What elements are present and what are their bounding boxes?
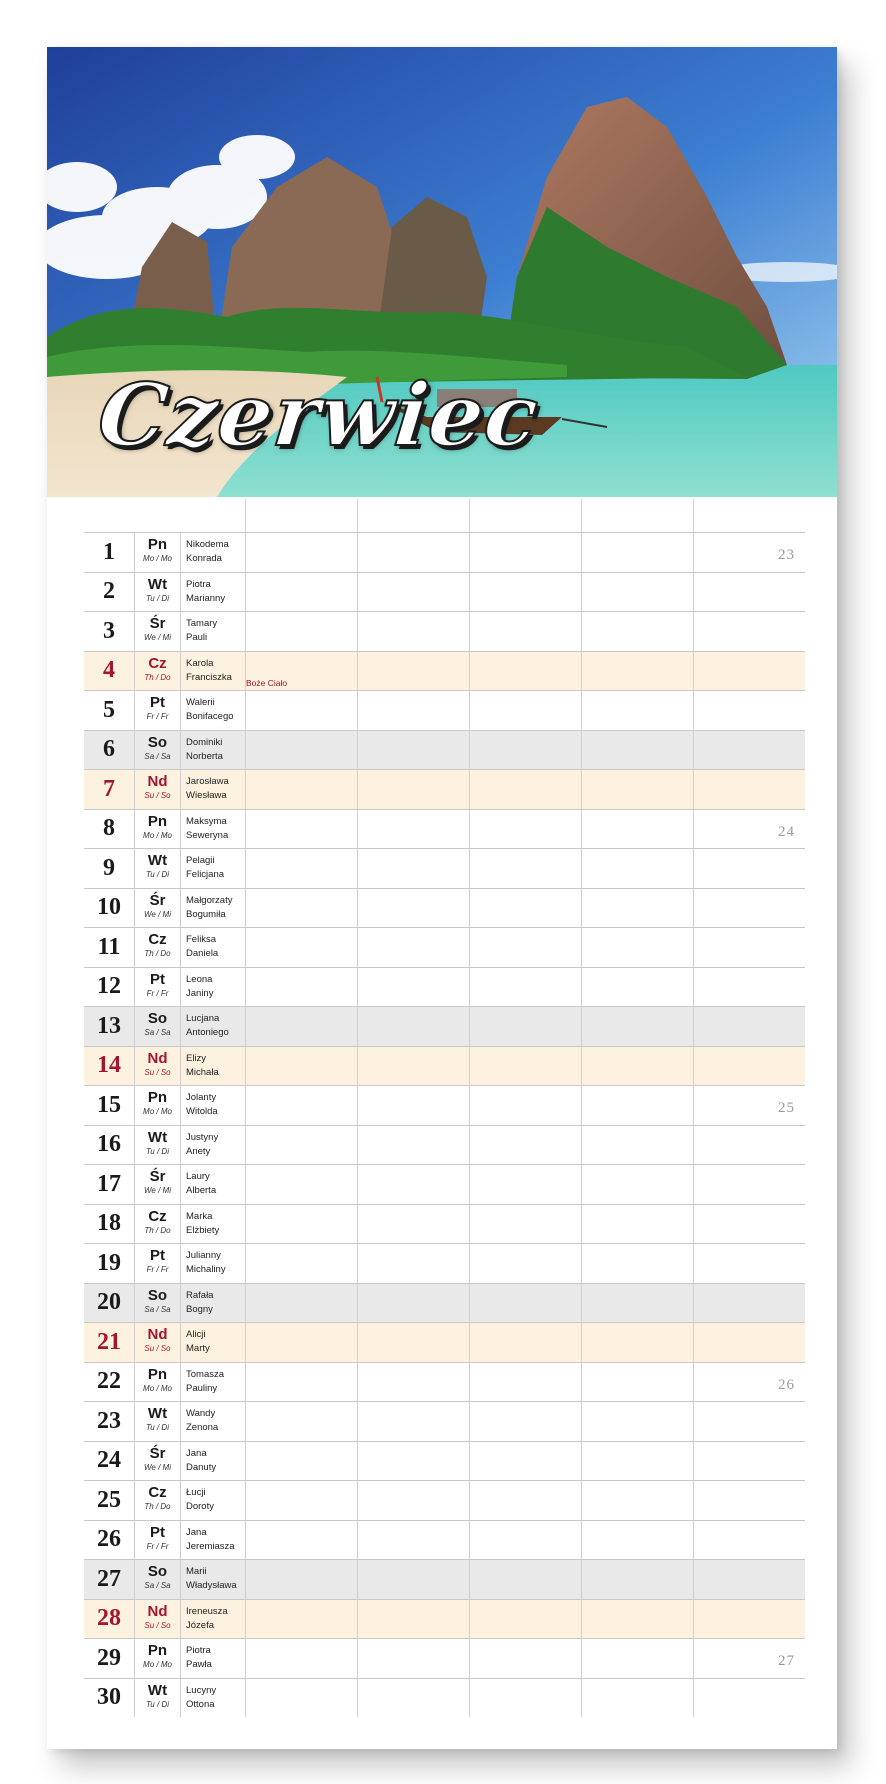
weekday: [135, 1090, 180, 1117]
name-day: Pauli: [186, 632, 208, 643]
day-number: 25: [97, 1486, 121, 1513]
weekday-name: Nd: [147, 1326, 168, 1343]
day-row[interactable]: [84, 1006, 805, 1046]
divider: [469, 499, 470, 1717]
weekday-translation: We / Mi: [144, 1186, 171, 1195]
day-number: 19: [97, 1249, 121, 1276]
name-day: Michała: [186, 1066, 219, 1078]
weekday-translation: Mo / Mo: [143, 830, 172, 840]
day-row[interactable]: [84, 1322, 805, 1362]
name-day: Pelagii: [186, 855, 215, 866]
name-days: [186, 1565, 246, 1593]
day-number: 28: [97, 1605, 121, 1632]
day-number: 20: [97, 1289, 121, 1316]
weekday-translation: Su / So: [144, 1344, 171, 1353]
weekday-name: Pn: [147, 1365, 168, 1383]
day-number: 16: [97, 1131, 121, 1158]
divider: [180, 532, 181, 1717]
weekday-translation: Tu / Di: [146, 1146, 169, 1156]
name-day: Tomasza: [186, 1368, 225, 1380]
weekday: [135, 1327, 180, 1354]
name-day: Dominiki: [186, 736, 223, 748]
name-day: Leona: [186, 973, 213, 985]
name-days: [186, 1052, 246, 1080]
weekday-translation: We / Mi: [144, 1462, 171, 1472]
weekday-name: So: [147, 1563, 168, 1580]
name-day: Felicjana: [186, 869, 225, 880]
name-days: [186, 815, 246, 843]
day-row[interactable]: [84, 690, 805, 730]
name-day: Janiny: [186, 987, 214, 999]
name-day: Jana: [186, 1526, 207, 1538]
weekday-translation: We / Mi: [144, 909, 171, 919]
day-row[interactable]: [84, 927, 805, 967]
day-number: 14: [97, 1052, 121, 1079]
name-day: Laury: [186, 1171, 210, 1182]
day-number: 23: [97, 1407, 121, 1434]
name-day: Lucjana: [186, 1013, 220, 1024]
divider: [693, 499, 694, 1717]
name-day: Wandy: [186, 1408, 216, 1419]
name-day: Piotra: [186, 1645, 211, 1656]
day-number: 21: [97, 1328, 121, 1355]
name-days: [186, 1328, 246, 1356]
weekday-translation: Th / Do: [144, 949, 171, 958]
weekday-name: Pn: [147, 1642, 168, 1659]
weekday: [135, 695, 180, 722]
name-day: Elizy: [186, 1052, 207, 1064]
day-number: 12: [97, 973, 121, 1000]
weekday: [135, 853, 180, 880]
day-number: 15: [97, 1091, 121, 1118]
name-day: Walerii: [186, 697, 215, 708]
weekday: [135, 616, 180, 643]
header-photo: [47, 47, 837, 497]
day-row[interactable]: [84, 809, 805, 849]
name-days: [186, 578, 246, 606]
weekday: [135, 1288, 180, 1315]
name-day: Nikodema: [186, 539, 229, 550]
name-day: Elżbiety: [186, 1224, 220, 1236]
weekday-name: Pn: [147, 536, 168, 553]
day-row[interactable]: [84, 1401, 805, 1441]
day-number: 11: [97, 933, 121, 960]
weekday-translation: We / Mi: [144, 633, 171, 642]
weekday-name: Nd: [147, 1602, 168, 1620]
name-days: [186, 1368, 246, 1396]
weekday: [135, 1011, 180, 1038]
day-number: 30: [97, 1684, 121, 1711]
name-day: Karola: [186, 657, 214, 669]
day-row[interactable]: [84, 1204, 805, 1244]
name-day: Michaliny: [186, 1264, 226, 1275]
weekday-name: Cz: [148, 1207, 167, 1225]
day-number: 13: [97, 1012, 121, 1039]
days-grid: [84, 499, 805, 1717]
weekday-name: Cz: [148, 1484, 167, 1501]
weekday: [135, 1485, 180, 1512]
name-day: Lucyny: [186, 1684, 217, 1696]
weekday-name: Pn: [147, 812, 168, 830]
weekday-translation: Th / Do: [144, 1502, 171, 1511]
week-number: 26: [778, 1376, 795, 1393]
weekday-name: So: [147, 1286, 168, 1304]
day-row[interactable]: [84, 848, 805, 888]
name-days: [186, 1210, 246, 1238]
day-row[interactable]: [84, 1243, 805, 1283]
name-day: Justyny: [186, 1131, 219, 1143]
name-day: Jarosława: [186, 776, 229, 787]
divider: [357, 499, 358, 1717]
weekday-name: Wt: [147, 1405, 168, 1422]
day-number: 17: [97, 1170, 121, 1197]
name-day: Józefa: [186, 1619, 214, 1631]
day-row[interactable]: [84, 1678, 805, 1718]
weekday-translation: Sa / Sa: [144, 1028, 171, 1037]
weekday-translation: Th / Do: [144, 1225, 171, 1235]
divider: [581, 499, 582, 1717]
day-row[interactable]: [84, 888, 805, 928]
name-day: Alicji: [186, 1329, 206, 1340]
weekday: [135, 814, 180, 841]
day-row[interactable]: [84, 611, 805, 651]
name-days: [186, 1249, 246, 1277]
day-number: 26: [97, 1526, 121, 1553]
day-number: 4: [103, 657, 115, 684]
name-day: Witolda: [186, 1106, 218, 1117]
weekday-name: Nd: [147, 1049, 168, 1067]
name-days: [186, 538, 246, 566]
day-number: 22: [97, 1368, 121, 1395]
weekday-name: Śr: [149, 891, 166, 909]
weekday: [135, 735, 180, 762]
name-day: Franciszka: [186, 671, 232, 683]
weekday-translation: Mo / Mo: [143, 1660, 172, 1669]
weekday-name: So: [147, 1010, 168, 1027]
name-days: [186, 1131, 246, 1159]
name-day: Ireneusza: [186, 1605, 228, 1617]
weekday-name: Śr: [149, 615, 166, 632]
name-day: Julianny: [186, 1250, 221, 1261]
name-day: Norberta: [186, 750, 223, 762]
name-days: [186, 973, 246, 1001]
name-day: Zenona: [186, 1422, 219, 1433]
name-day: Alberta: [186, 1185, 217, 1196]
day-row[interactable]: [84, 532, 805, 572]
day-number: 9: [103, 854, 115, 881]
day-number: 7: [103, 775, 115, 802]
name-day: Władysława: [186, 1580, 237, 1591]
name-day: Rafała: [186, 1289, 214, 1301]
day-number: 6: [103, 736, 115, 763]
weekday-name: Pt: [150, 694, 165, 711]
weekday-translation: Fr / Fr: [146, 1265, 169, 1274]
weekday: [135, 972, 180, 999]
name-day: Marka: [186, 1210, 213, 1222]
divider: [245, 499, 246, 1717]
name-day: Marianny: [186, 592, 226, 604]
name-day: Pauliny: [186, 1382, 218, 1394]
weekday: [135, 1564, 180, 1591]
weekday-translation: Th / Do: [144, 672, 171, 682]
weekday-name: Wt: [147, 852, 168, 869]
name-days: [186, 696, 246, 724]
name-days: [186, 1289, 246, 1317]
weekday-translation: Tu / Di: [146, 870, 169, 879]
weekday-translation: Su / So: [144, 1067, 171, 1077]
name-days: [186, 1605, 246, 1633]
weekday-name: Wt: [147, 1128, 168, 1146]
name-days: [186, 617, 246, 645]
day-row[interactable]: [84, 1164, 805, 1204]
weekday-translation: Fr / Fr: [146, 1541, 169, 1551]
weekday-name: Śr: [149, 1168, 166, 1185]
weekday-name: Pn: [147, 1089, 168, 1106]
day-row[interactable]: [84, 769, 805, 809]
grid-header: [84, 499, 805, 532]
name-days: [186, 894, 246, 922]
day-row[interactable]: [84, 1046, 805, 1086]
name-day: Bonifacego: [186, 711, 234, 722]
name-day: Jana: [186, 1447, 207, 1459]
day-number: 10: [97, 894, 121, 921]
name-days: [186, 1684, 246, 1712]
weekday: [135, 1169, 180, 1196]
weekday: [135, 1604, 180, 1631]
name-days: [186, 1526, 246, 1554]
day-number: 8: [103, 815, 115, 842]
day-row[interactable]: [84, 1559, 805, 1599]
weekday-name: Wt: [147, 1681, 168, 1699]
name-day: Marii: [186, 1566, 207, 1577]
weekday: [135, 1683, 180, 1710]
name-day: Bogumiła: [186, 908, 226, 920]
holiday-label: Boże Ciało: [246, 677, 288, 688]
weekday-name: Śr: [149, 1444, 166, 1462]
day-number: 18: [97, 1210, 121, 1237]
weekday: [135, 1051, 180, 1078]
week-number: 23: [778, 547, 795, 563]
name-day: Marty: [186, 1343, 210, 1354]
day-number: 27: [97, 1565, 121, 1592]
name-days: [186, 1447, 246, 1475]
day-row[interactable]: [84, 1362, 805, 1402]
name-days: [186, 1170, 246, 1198]
name-day: Anety: [186, 1145, 211, 1157]
name-day: Wiesława: [186, 790, 227, 801]
day-row[interactable]: [84, 651, 805, 691]
day-row[interactable]: [84, 730, 805, 770]
weekday: [135, 1130, 180, 1157]
weekday-translation: Tu / Di: [146, 593, 169, 603]
day-row[interactable]: [84, 967, 805, 1007]
divider: [134, 532, 135, 1717]
weekday-translation: Su / So: [144, 1620, 171, 1630]
name-day: Maksyma: [186, 815, 227, 827]
weekday-name: Pt: [150, 970, 165, 988]
weekday: [135, 893, 180, 920]
weekday-name: Nd: [147, 773, 168, 790]
name-days: [186, 1012, 246, 1040]
weekday-name: Cz: [148, 654, 167, 672]
name-day: Piotra: [186, 578, 211, 590]
weekday-name: Pt: [150, 1247, 165, 1264]
weekday-name: Cz: [148, 931, 167, 948]
name-day: Małgorzaty: [186, 894, 233, 906]
day-row[interactable]: [84, 1441, 805, 1481]
name-days: [186, 1407, 246, 1435]
weekday-translation: Mo / Mo: [143, 554, 172, 563]
name-days: [186, 933, 246, 961]
week-number: 27: [778, 1653, 795, 1669]
day-number: 29: [97, 1644, 121, 1671]
day-number: 1: [103, 538, 115, 565]
name-days: [186, 854, 246, 882]
calendar-page: [47, 47, 837, 1749]
weekday: [135, 656, 180, 683]
name-days: [186, 1091, 246, 1119]
weekday-translation: Fr / Fr: [146, 712, 169, 721]
weekday: [135, 1406, 180, 1433]
weekday-name: Wt: [147, 575, 168, 593]
name-day: Konrada: [186, 553, 222, 564]
name-day: Jolanty: [186, 1092, 217, 1103]
name-day: Łucji: [186, 1487, 206, 1498]
name-day: Pawła: [186, 1659, 212, 1670]
week-number: 25: [778, 1100, 795, 1116]
name-day: Doroty: [186, 1501, 214, 1512]
weekday-translation: Mo / Mo: [143, 1383, 172, 1393]
weekday: [135, 577, 180, 604]
weekday-translation: Tu / Di: [146, 1423, 169, 1432]
weekday: [135, 1446, 180, 1473]
name-days: [186, 775, 246, 803]
month-title: Czerwiec: [93, 365, 544, 466]
name-day: Jeremiasza: [186, 1540, 235, 1552]
weekday-name: So: [147, 733, 168, 751]
week-number: 24: [778, 823, 795, 840]
day-row[interactable]: [84, 1599, 805, 1639]
day-row[interactable]: [84, 1480, 805, 1520]
day-row[interactable]: [84, 572, 805, 612]
weekday-translation: Su / So: [144, 791, 171, 800]
weekday-translation: Fr / Fr: [146, 988, 169, 998]
name-day: Ottona: [186, 1698, 215, 1710]
weekday-translation: Mo / Mo: [143, 1107, 172, 1116]
weekday: [135, 1248, 180, 1275]
day-row[interactable]: [84, 1125, 805, 1165]
name-days: [186, 736, 246, 764]
day-number: 3: [103, 617, 115, 644]
day-number: 5: [103, 696, 115, 723]
weekday: [135, 1209, 180, 1236]
day-number: 2: [103, 578, 115, 605]
weekday: [135, 1643, 180, 1670]
day-number: 24: [97, 1447, 121, 1474]
weekday-translation: Sa / Sa: [144, 1581, 171, 1590]
name-days: [186, 657, 246, 685]
name-day: Daniela: [186, 948, 219, 959]
weekday: [135, 774, 180, 801]
name-day: Bogny: [186, 1303, 213, 1315]
name-day: Danuty: [186, 1461, 217, 1473]
name-days: [186, 1644, 246, 1672]
day-row[interactable]: [84, 1520, 805, 1560]
name-day: Antoniego: [186, 1027, 229, 1038]
weekday-translation: Tu / Di: [146, 1699, 169, 1709]
weekday: [135, 537, 180, 564]
name-days: [186, 1486, 246, 1514]
name-day: Tamary: [186, 618, 218, 629]
day-row[interactable]: [84, 1283, 805, 1323]
weekday: [135, 1367, 180, 1394]
weekday-name: Pt: [150, 1523, 165, 1541]
name-day: Seweryna: [186, 829, 229, 841]
weekday-translation: Sa / Sa: [144, 751, 171, 761]
weekday: [135, 932, 180, 959]
weekday: [135, 1525, 180, 1552]
weekday-translation: Sa / Sa: [144, 1304, 171, 1314]
name-day: Feliksa: [186, 934, 217, 945]
day-row[interactable]: [84, 1638, 805, 1678]
day-row[interactable]: [84, 1085, 805, 1125]
